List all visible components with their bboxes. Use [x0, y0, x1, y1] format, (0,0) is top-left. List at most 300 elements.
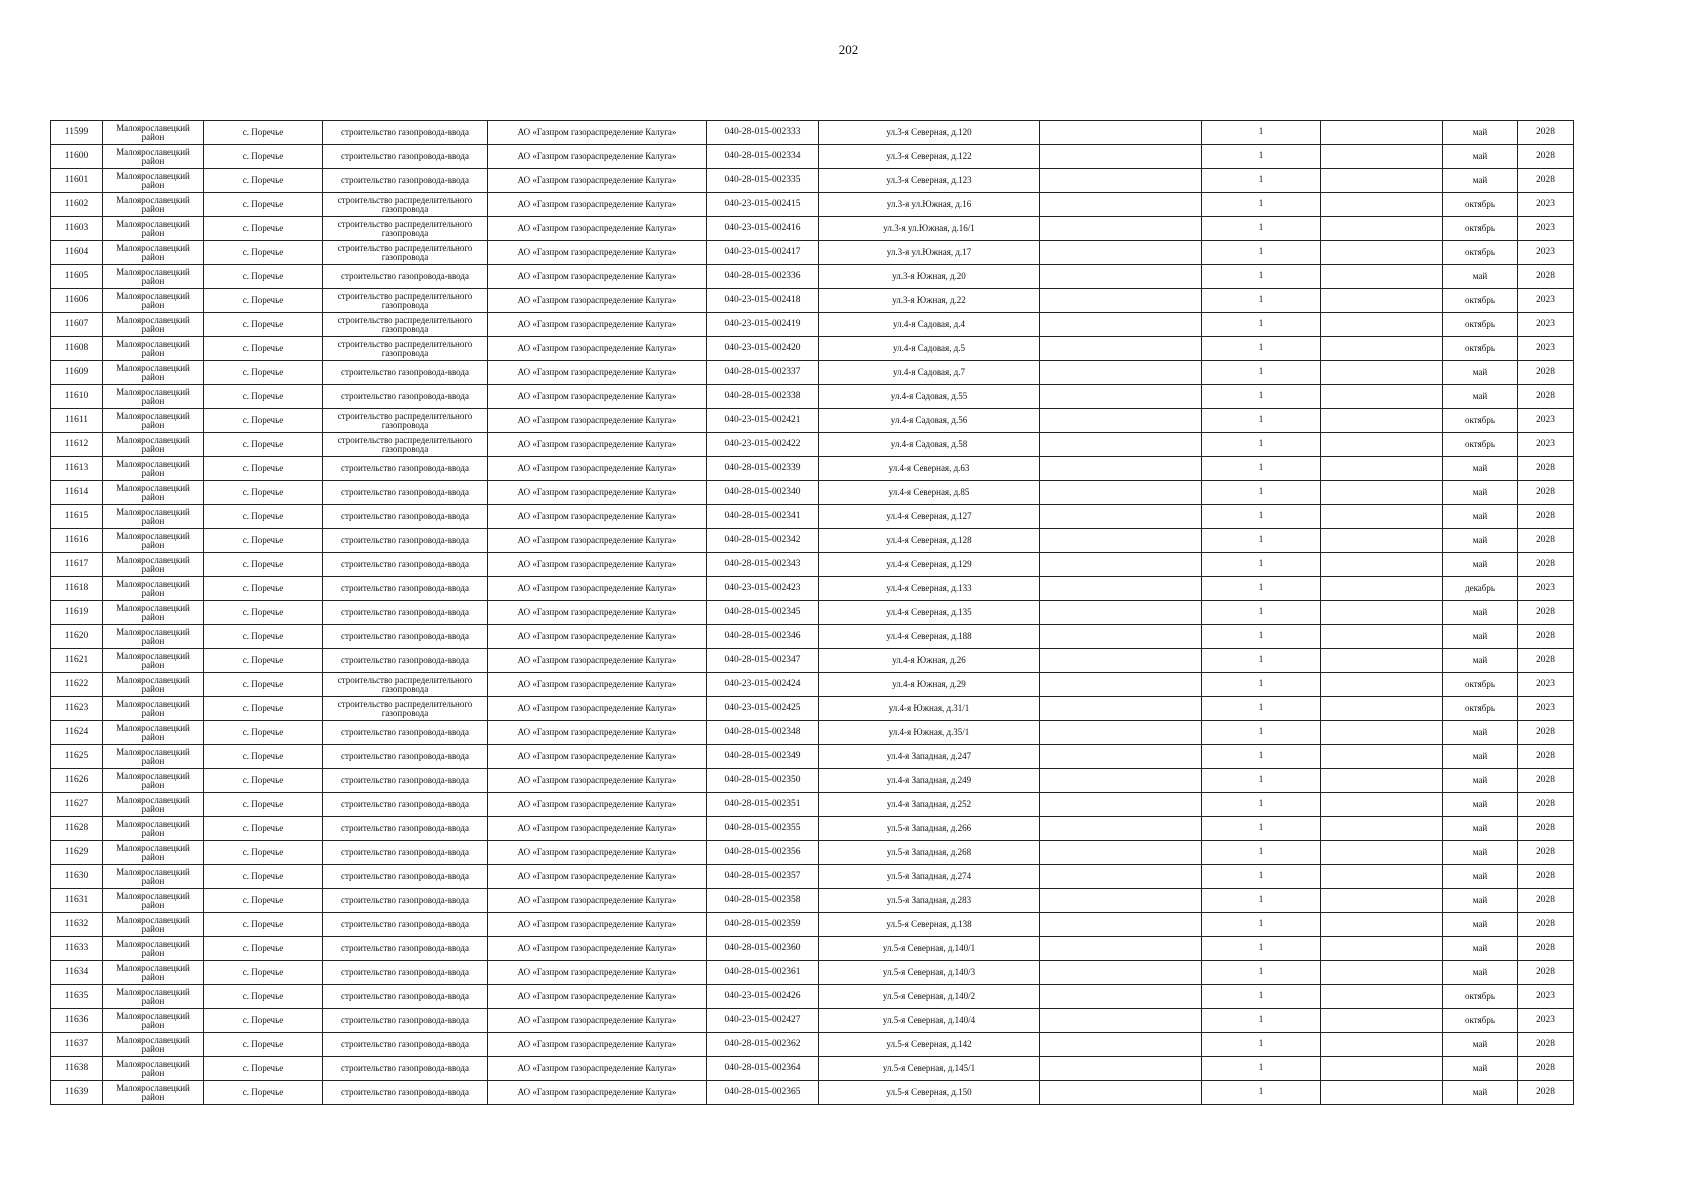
table-row — [51, 289, 1574, 313]
extra-cell — [1040, 265, 1202, 289]
district-cell — [103, 1033, 204, 1057]
address-cell: ул.3-я Северная, д.120 — [819, 121, 1040, 145]
village-cell: с. Поречье — [204, 937, 323, 961]
note-cell — [1321, 217, 1443, 241]
district-cell-text: Малоярославецкий район — [116, 771, 190, 790]
village-cell: с. Поречье — [204, 409, 323, 433]
row-number: 11622 — [51, 673, 103, 697]
object-code-cell: 040-23-015-002419 — [707, 313, 819, 337]
address-cell: ул.4-я Садовая, д.7 — [819, 361, 1040, 385]
district-cell-text: Малоярославецкий район — [116, 435, 190, 454]
table-row — [51, 1081, 1574, 1105]
note-cell — [1321, 265, 1443, 289]
month-cell: октябрь — [1443, 217, 1518, 241]
note-cell — [1321, 169, 1443, 193]
village-cell: с. Поречье — [204, 673, 323, 697]
note-cell — [1321, 313, 1443, 337]
work-type-cell — [323, 745, 488, 769]
month-cell: октябрь — [1443, 241, 1518, 265]
organization-cell: АО «Газпром газораспределение Калуга» — [488, 1057, 707, 1081]
village-cell: с. Поречье — [204, 1057, 323, 1081]
year-cell: 2023 — [1518, 433, 1574, 457]
object-code-cell: 040-28-015-002348 — [707, 721, 819, 745]
year-cell: 2028 — [1518, 793, 1574, 817]
organization-cell: АО «Газпром газораспределение Калуга» — [488, 1081, 707, 1105]
extra-cell — [1040, 409, 1202, 433]
year-cell: 2028 — [1518, 769, 1574, 793]
district-cell-text: Малоярославецкий район — [116, 411, 190, 430]
note-cell — [1321, 529, 1443, 553]
table-row — [51, 553, 1574, 577]
month-cell: май — [1443, 145, 1518, 169]
quantity-cell: 1 — [1202, 361, 1321, 385]
organization-cell: АО «Газпром газораспределение Калуга» — [488, 889, 707, 913]
district-cell — [103, 985, 204, 1009]
object-code-cell: 040-28-015-002365 — [707, 1081, 819, 1105]
address-cell: ул.4-я Южная, д.26 — [819, 649, 1040, 673]
work-type-cell — [323, 625, 488, 649]
object-code-cell: 040-28-015-002336 — [707, 265, 819, 289]
year-cell: 2028 — [1518, 385, 1574, 409]
extra-cell — [1040, 577, 1202, 601]
month-cell: май — [1443, 961, 1518, 985]
table-row — [51, 241, 1574, 265]
district-cell — [103, 505, 204, 529]
district-cell-text: Малоярославецкий район — [116, 507, 190, 526]
village-cell: с. Поречье — [204, 481, 323, 505]
work-type-cell-text: строительство газопровода-ввода — [341, 1088, 469, 1097]
table-row — [51, 721, 1574, 745]
object-code-cell: 040-23-015-002423 — [707, 577, 819, 601]
object-code-cell: 040-28-015-002356 — [707, 841, 819, 865]
work-type-cell — [323, 841, 488, 865]
work-type-cell-text: строительство газопровода-ввода — [341, 920, 469, 929]
district-cell — [103, 481, 204, 505]
year-cell: 2023 — [1518, 289, 1574, 313]
work-type-cell — [323, 1033, 488, 1057]
work-type-cell — [323, 865, 488, 889]
row-number: 11611 — [51, 409, 103, 433]
quantity-cell: 1 — [1202, 721, 1321, 745]
village-cell: с. Поречье — [204, 385, 323, 409]
work-type-cell — [323, 1081, 488, 1105]
district-cell-text: Малоярославецкий район — [116, 867, 190, 886]
organization-cell: АО «Газпром газораспределение Калуга» — [488, 769, 707, 793]
address-cell: ул.3-я ул.Южная, д.17 — [819, 241, 1040, 265]
district-cell — [103, 337, 204, 361]
work-type-cell — [323, 361, 488, 385]
work-type-cell-text: строительство газопровода-ввода — [341, 1064, 469, 1073]
table-row — [51, 961, 1574, 985]
address-cell: ул.4-я Южная, д.29 — [819, 673, 1040, 697]
quantity-cell: 1 — [1202, 793, 1321, 817]
address-cell: ул.5-я Северная, д.140/3 — [819, 961, 1040, 985]
work-type-cell — [323, 1057, 488, 1081]
work-type-cell-text: строительство распределительного газопровода — [337, 195, 473, 214]
row-number: 11603 — [51, 217, 103, 241]
extra-cell — [1040, 193, 1202, 217]
row-number: 11619 — [51, 601, 103, 625]
address-cell: ул.5-я Северная, д.142 — [819, 1033, 1040, 1057]
month-cell: май — [1443, 529, 1518, 553]
address-cell: ул.4-я Садовая, д.58 — [819, 433, 1040, 457]
district-cell — [103, 409, 204, 433]
row-number: 11628 — [51, 817, 103, 841]
extra-cell — [1040, 145, 1202, 169]
work-type-cell — [323, 409, 488, 433]
object-code-cell: 040-28-015-002333 — [707, 121, 819, 145]
district-cell — [103, 649, 204, 673]
quantity-cell: 1 — [1202, 433, 1321, 457]
organization-cell: АО «Газпром газораспределение Калуга» — [488, 529, 707, 553]
village-cell: с. Поречье — [204, 913, 323, 937]
village-cell: с. Поречье — [204, 745, 323, 769]
year-cell: 2023 — [1518, 673, 1574, 697]
work-type-cell-text: строительство газопровода-ввода — [341, 992, 469, 1001]
address-cell: ул.5-я Северная, д.140/1 — [819, 937, 1040, 961]
month-cell: май — [1443, 265, 1518, 289]
object-code-cell: 040-28-015-002349 — [707, 745, 819, 769]
extra-cell — [1040, 361, 1202, 385]
extra-cell — [1040, 1033, 1202, 1057]
object-code-cell: 040-28-015-002339 — [707, 457, 819, 481]
district-cell — [103, 865, 204, 889]
work-type-cell — [323, 145, 488, 169]
district-cell-text: Малоярославецкий район — [116, 699, 190, 718]
district-cell-text: Малоярославецкий район — [116, 123, 190, 142]
year-cell: 2028 — [1518, 121, 1574, 145]
extra-cell — [1040, 697, 1202, 721]
district-cell — [103, 457, 204, 481]
table-row — [51, 121, 1574, 145]
quantity-cell: 1 — [1202, 385, 1321, 409]
year-cell: 2028 — [1518, 145, 1574, 169]
row-number: 11621 — [51, 649, 103, 673]
district-cell-text: Малоярославецкий район — [116, 651, 190, 670]
extra-cell — [1040, 985, 1202, 1009]
table-row — [51, 265, 1574, 289]
work-type-cell-text: строительство газопровода-ввода — [341, 656, 469, 665]
work-type-cell — [323, 793, 488, 817]
work-type-cell-text: строительство газопровода-ввода — [341, 512, 469, 521]
object-code-cell: 040-23-015-002421 — [707, 409, 819, 433]
work-type-cell-text: строительство распределительного газопровода — [337, 675, 473, 694]
month-cell: октябрь — [1443, 985, 1518, 1009]
work-type-cell — [323, 337, 488, 361]
row-number: 11612 — [51, 433, 103, 457]
village-cell: с. Поречье — [204, 601, 323, 625]
object-code-cell: 040-28-015-002335 — [707, 169, 819, 193]
object-code-cell: 040-28-015-002361 — [707, 961, 819, 985]
quantity-cell: 1 — [1202, 769, 1321, 793]
table-row — [51, 601, 1574, 625]
note-cell — [1321, 865, 1443, 889]
village-cell: с. Поречье — [204, 721, 323, 745]
district-cell-text: Малоярославецкий район — [116, 339, 190, 358]
work-type-cell-text: строительство газопровода-ввода — [341, 824, 469, 833]
work-type-cell-text: строительство распределительного газопровода — [337, 315, 473, 334]
quantity-cell: 1 — [1202, 121, 1321, 145]
table-row — [51, 673, 1574, 697]
address-cell: ул.5-я Северная, д.150 — [819, 1081, 1040, 1105]
district-cell — [103, 193, 204, 217]
quantity-cell: 1 — [1202, 241, 1321, 265]
note-cell — [1321, 793, 1443, 817]
work-type-cell — [323, 721, 488, 745]
object-code-cell: 040-28-015-002359 — [707, 913, 819, 937]
note-cell — [1321, 361, 1443, 385]
district-cell-text: Малоярославецкий район — [116, 987, 190, 1006]
month-cell: октябрь — [1443, 409, 1518, 433]
month-cell: май — [1443, 865, 1518, 889]
extra-cell — [1040, 841, 1202, 865]
organization-cell: АО «Газпром газораспределение Калуга» — [488, 841, 707, 865]
row-number: 11615 — [51, 505, 103, 529]
work-type-cell-text: строительство газопровода-ввода — [341, 1016, 469, 1025]
organization-cell: АО «Газпром газораспределение Калуга» — [488, 265, 707, 289]
extra-cell — [1040, 937, 1202, 961]
quantity-cell: 1 — [1202, 409, 1321, 433]
work-type-cell-text: строительство газопровода-ввода — [341, 944, 469, 953]
row-number: 11606 — [51, 289, 103, 313]
quantity-cell: 1 — [1202, 505, 1321, 529]
extra-cell — [1040, 817, 1202, 841]
row-number: 11620 — [51, 625, 103, 649]
work-type-cell — [323, 937, 488, 961]
registry-table — [50, 120, 1574, 1105]
district-cell — [103, 313, 204, 337]
row-number: 11636 — [51, 1009, 103, 1033]
month-cell: май — [1443, 601, 1518, 625]
work-type-cell-text: строительство газопровода-ввода — [341, 464, 469, 473]
extra-cell — [1040, 481, 1202, 505]
district-cell — [103, 625, 204, 649]
extra-cell — [1040, 625, 1202, 649]
address-cell: ул.4-я Южная, д.35/1 — [819, 721, 1040, 745]
work-type-cell — [323, 265, 488, 289]
table-row — [51, 769, 1574, 793]
village-cell: с. Поречье — [204, 1081, 323, 1105]
object-code-cell: 040-28-015-002347 — [707, 649, 819, 673]
year-cell: 2028 — [1518, 481, 1574, 505]
year-cell: 2028 — [1518, 553, 1574, 577]
object-code-cell: 040-28-015-002362 — [707, 1033, 819, 1057]
table-row — [51, 385, 1574, 409]
row-number: 11627 — [51, 793, 103, 817]
work-type-cell — [323, 313, 488, 337]
table-row — [51, 337, 1574, 361]
village-cell: с. Поречье — [204, 553, 323, 577]
object-code-cell: 040-28-015-002350 — [707, 769, 819, 793]
village-cell: с. Поречье — [204, 793, 323, 817]
organization-cell: АО «Газпром газораспределение Калуга» — [488, 745, 707, 769]
row-number: 11634 — [51, 961, 103, 985]
year-cell: 2028 — [1518, 1081, 1574, 1105]
quantity-cell: 1 — [1202, 313, 1321, 337]
note-cell — [1321, 289, 1443, 313]
organization-cell: АО «Газпром газораспределение Калуга» — [488, 817, 707, 841]
note-cell — [1321, 625, 1443, 649]
table-row — [51, 889, 1574, 913]
extra-cell — [1040, 1009, 1202, 1033]
work-type-cell-text: строительство газопровода-ввода — [341, 1040, 469, 1049]
district-cell-text: Малоярославецкий район — [116, 171, 190, 190]
registry-rows — [51, 121, 1574, 1105]
object-code-cell: 040-28-015-002342 — [707, 529, 819, 553]
extra-cell — [1040, 169, 1202, 193]
table-row — [51, 505, 1574, 529]
work-type-cell — [323, 193, 488, 217]
work-type-cell — [323, 961, 488, 985]
table-row — [51, 529, 1574, 553]
row-number: 11633 — [51, 937, 103, 961]
table-row — [51, 577, 1574, 601]
note-cell — [1321, 385, 1443, 409]
village-cell: с. Поречье — [204, 505, 323, 529]
work-type-cell-text: строительство газопровода-ввода — [341, 872, 469, 881]
work-type-cell — [323, 985, 488, 1009]
year-cell: 2023 — [1518, 193, 1574, 217]
month-cell: май — [1443, 505, 1518, 529]
year-cell: 2028 — [1518, 625, 1574, 649]
object-code-cell: 040-28-015-002334 — [707, 145, 819, 169]
month-cell: май — [1443, 121, 1518, 145]
object-code-cell: 040-23-015-002426 — [707, 985, 819, 1009]
year-cell: 2028 — [1518, 961, 1574, 985]
district-cell-text: Малоярославецкий район — [116, 843, 190, 862]
month-cell: октябрь — [1443, 1009, 1518, 1033]
address-cell: ул.5-я Северная, д.140/2 — [819, 985, 1040, 1009]
quantity-cell: 1 — [1202, 169, 1321, 193]
district-cell-text: Малоярославецкий район — [116, 675, 190, 694]
year-cell: 2023 — [1518, 1009, 1574, 1033]
work-type-cell-text: строительство распределительного газопровода — [337, 435, 473, 454]
organization-cell: АО «Газпром газораспределение Калуга» — [488, 1033, 707, 1057]
extra-cell — [1040, 1057, 1202, 1081]
table-row — [51, 145, 1574, 169]
work-type-cell — [323, 649, 488, 673]
table-row — [51, 745, 1574, 769]
month-cell: май — [1443, 625, 1518, 649]
organization-cell: АО «Газпром газораспределение Калуга» — [488, 1009, 707, 1033]
work-type-cell-text: строительство распределительного газопровода — [337, 219, 473, 238]
quantity-cell: 1 — [1202, 841, 1321, 865]
district-cell — [103, 361, 204, 385]
address-cell: ул.5-я Северная, д.145/1 — [819, 1057, 1040, 1081]
table-row — [51, 841, 1574, 865]
district-cell — [103, 1057, 204, 1081]
month-cell: май — [1443, 793, 1518, 817]
month-cell: май — [1443, 769, 1518, 793]
quantity-cell: 1 — [1202, 337, 1321, 361]
district-cell — [103, 913, 204, 937]
organization-cell: АО «Газпром газораспределение Калуга» — [488, 169, 707, 193]
organization-cell: АО «Газпром газораспределение Калуга» — [488, 673, 707, 697]
extra-cell — [1040, 241, 1202, 265]
address-cell: ул.5-я Западная, д.283 — [819, 889, 1040, 913]
quantity-cell: 1 — [1202, 577, 1321, 601]
address-cell: ул.5-я Северная, д.138 — [819, 913, 1040, 937]
object-code-cell: 040-23-015-002418 — [707, 289, 819, 313]
object-code-cell: 040-23-015-002415 — [707, 193, 819, 217]
district-cell-text: Малоярославецкий район — [116, 747, 190, 766]
work-type-cell-text: строительство газопровода-ввода — [341, 848, 469, 857]
district-cell-text: Малоярославецкий район — [116, 363, 190, 382]
work-type-cell-text: строительство газопровода-ввода — [341, 152, 469, 161]
work-type-cell-text: строительство газопровода-ввода — [341, 176, 469, 185]
table-row — [51, 409, 1574, 433]
note-cell — [1321, 337, 1443, 361]
work-type-cell-text: строительство газопровода-ввода — [341, 776, 469, 785]
note-cell — [1321, 193, 1443, 217]
village-cell: с. Поречье — [204, 169, 323, 193]
year-cell: 2028 — [1518, 817, 1574, 841]
object-code-cell: 040-28-015-002345 — [707, 601, 819, 625]
month-cell: май — [1443, 817, 1518, 841]
district-cell — [103, 169, 204, 193]
year-cell: 2023 — [1518, 313, 1574, 337]
extra-cell — [1040, 433, 1202, 457]
address-cell: ул.4-я Северная, д.128 — [819, 529, 1040, 553]
work-type-cell-text: строительство газопровода-ввода — [341, 632, 469, 641]
district-cell-text: Малоярославецкий район — [116, 291, 190, 310]
district-cell-text: Малоярославецкий район — [116, 219, 190, 238]
district-cell-text: Малоярославецкий район — [116, 963, 190, 982]
district-cell — [103, 745, 204, 769]
table-row — [51, 625, 1574, 649]
month-cell: май — [1443, 457, 1518, 481]
year-cell: 2028 — [1518, 745, 1574, 769]
address-cell: ул.3-я ул.Южная, д.16/1 — [819, 217, 1040, 241]
organization-cell: АО «Газпром газораспределение Калуга» — [488, 481, 707, 505]
extra-cell — [1040, 1081, 1202, 1105]
organization-cell: АО «Газпром газораспределение Калуга» — [488, 241, 707, 265]
village-cell: с. Поречье — [204, 961, 323, 985]
village-cell: с. Поречье — [204, 241, 323, 265]
quantity-cell: 1 — [1202, 1057, 1321, 1081]
row-number: 11637 — [51, 1033, 103, 1057]
extra-cell — [1040, 553, 1202, 577]
address-cell: ул.5-я Западная, д.274 — [819, 865, 1040, 889]
district-cell — [103, 289, 204, 313]
note-cell — [1321, 505, 1443, 529]
quantity-cell: 1 — [1202, 649, 1321, 673]
address-cell: ул.4-я Западная, д.249 — [819, 769, 1040, 793]
year-cell: 2028 — [1518, 361, 1574, 385]
year-cell: 2028 — [1518, 601, 1574, 625]
address-cell: ул.5-я Западная, д.268 — [819, 841, 1040, 865]
village-cell: с. Поречье — [204, 145, 323, 169]
district-cell-text: Малоярославецкий район — [116, 627, 190, 646]
note-cell — [1321, 985, 1443, 1009]
district-cell-text: Малоярославецкий район — [116, 1083, 190, 1102]
organization-cell: АО «Газпром газораспределение Калуга» — [488, 337, 707, 361]
note-cell — [1321, 697, 1443, 721]
organization-cell: АО «Газпром газораспределение Калуга» — [488, 553, 707, 577]
year-cell: 2028 — [1518, 265, 1574, 289]
address-cell: ул.4-я Северная, д.133 — [819, 577, 1040, 601]
year-cell: 2028 — [1518, 841, 1574, 865]
object-code-cell: 040-23-015-002417 — [707, 241, 819, 265]
work-type-cell — [323, 913, 488, 937]
district-cell-text: Малоярославецкий район — [116, 723, 190, 742]
note-cell — [1321, 409, 1443, 433]
organization-cell: АО «Газпром газораспределение Калуга» — [488, 385, 707, 409]
row-number: 11599 — [51, 121, 103, 145]
organization-cell: АО «Газпром газораспределение Калуга» — [488, 601, 707, 625]
work-type-cell-text: строительство газопровода-ввода — [341, 800, 469, 809]
year-cell: 2028 — [1518, 865, 1574, 889]
